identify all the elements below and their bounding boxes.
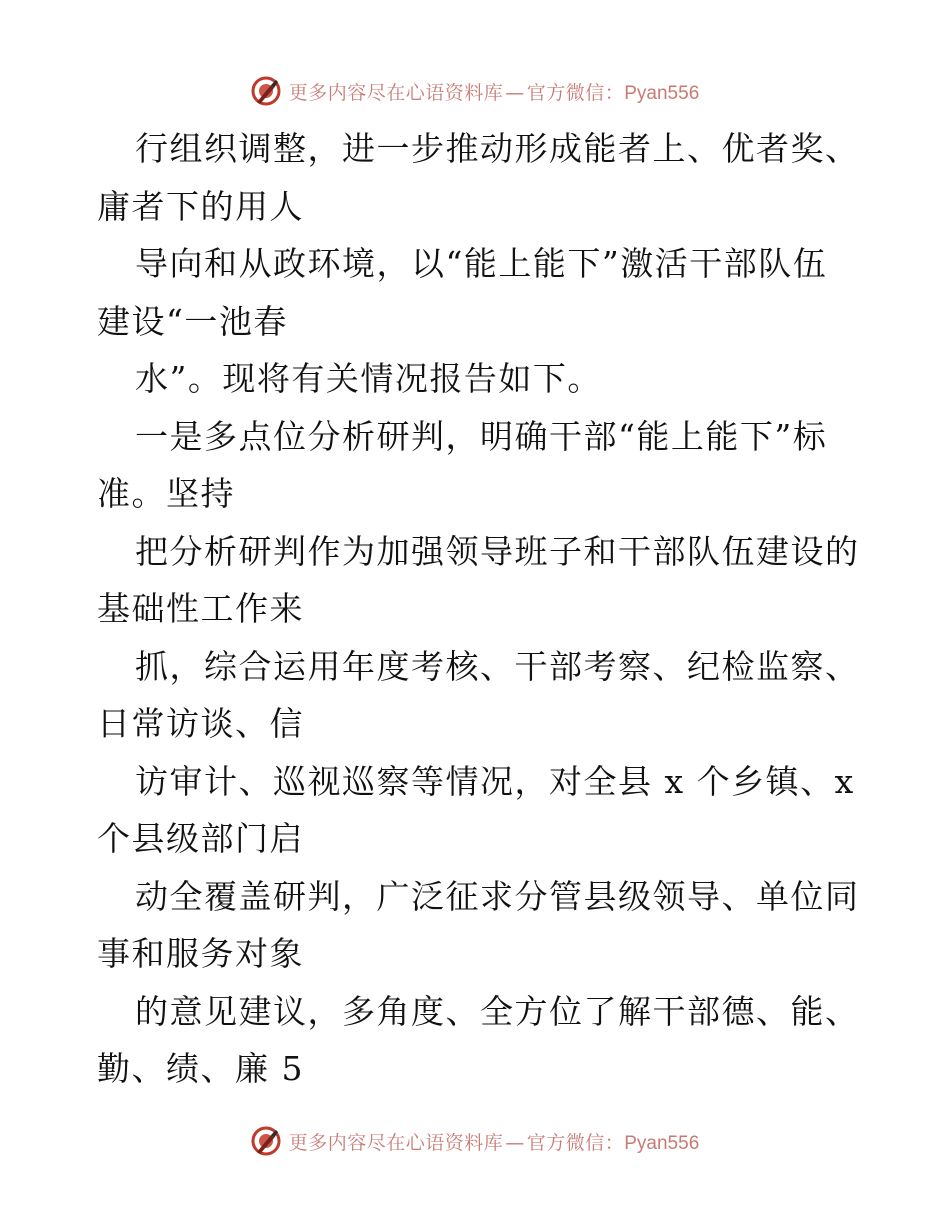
header-separator: —: [505, 81, 525, 104]
text-line: 导向和从政环境，以“能上能下”激活干部队伍: [135, 244, 828, 283]
red-pen-circle-logo-icon: [251, 76, 281, 106]
text-line: 的意见建议，多角度、全方位了解干部德、能、: [135, 991, 860, 1031]
text-line: 庸者下的用人: [97, 186, 304, 226]
red-pen-circle-logo-icon: [251, 1126, 281, 1156]
text-line: 动全覆盖研判，广泛征求分管县级领导、单位同: [135, 876, 860, 916]
text-line: 行组织调整，进一步推动形成能者上、优者奖、: [135, 129, 860, 168]
text-line: 把分析研判作为加强领导班子和干部队伍建设的: [135, 531, 860, 571]
footer-wechat-label: 官方微信：: [526, 1131, 625, 1154]
header-banner: [0, 71, 950, 111]
text-line: 日常访谈、信: [97, 704, 304, 743]
header-site-name: 更多内容尽在心语资料库: [288, 81, 504, 104]
footer-banner: [0, 1121, 950, 1161]
text-line: 基础性工作来: [97, 589, 304, 628]
text-line: 个县级部门启: [97, 819, 304, 858]
text-line: 水”。现将有关情况报告如下。: [135, 359, 602, 398]
text-line: 一是多点位分析研判，明确干部“能上能下”标: [135, 416, 828, 456]
footer-site-name: 更多内容尽在心语资料库: [288, 1131, 504, 1154]
footer-separator: —: [505, 1131, 525, 1154]
text-line: 勤、绩、廉 5: [97, 1049, 304, 1088]
text-line: 抓，综合运用年度考核、干部考察、纪检监察、: [135, 646, 860, 686]
text-line: 访审计、巡视巡察等情况，对全县 x 个乡镇、x: [135, 761, 855, 801]
text-line: 建设“一池春: [97, 301, 288, 341]
footer-banner-text: [289, 1128, 700, 1155]
document-body: [97, 120, 860, 1098]
text-line: 事和服务对象: [97, 934, 304, 973]
footer-wechat-id: Pyan556: [624, 1132, 700, 1154]
text-line: 准。坚持: [97, 474, 235, 513]
header-wechat-label: 官方微信：: [526, 81, 625, 104]
header-wechat-id: Pyan556: [624, 82, 700, 104]
header-banner-text: [289, 78, 700, 105]
